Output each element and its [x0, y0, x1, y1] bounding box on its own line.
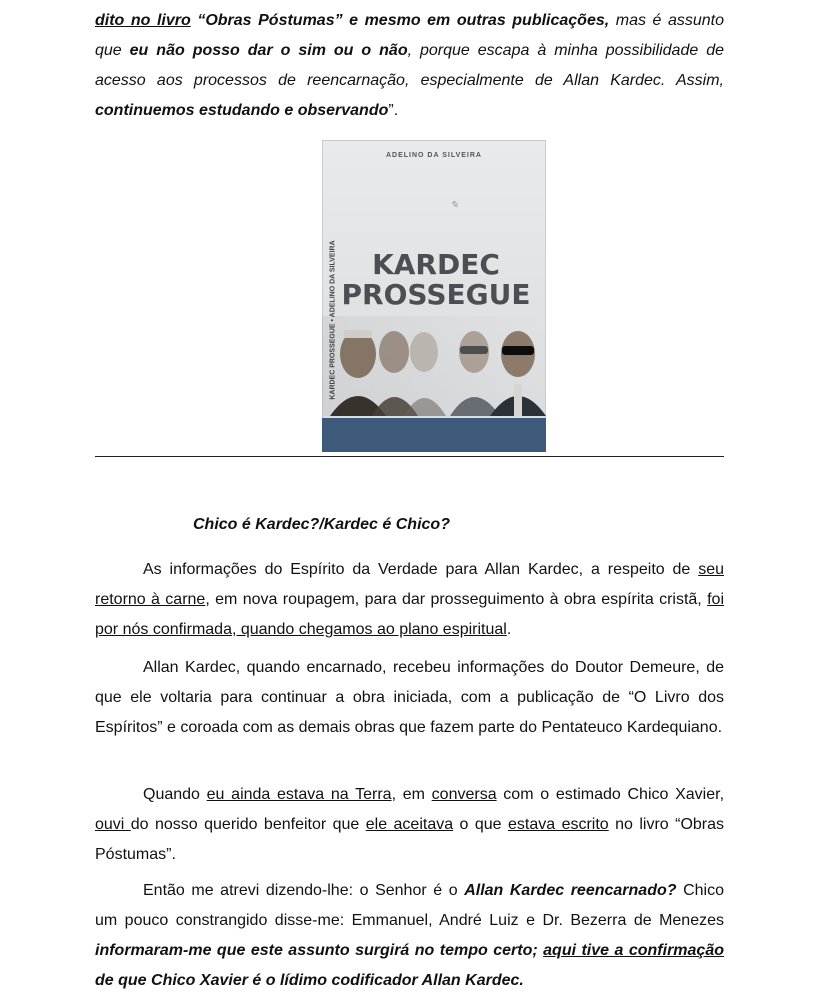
book-cover-image — [322, 140, 546, 452]
paragraph-4 — [95, 876, 724, 996]
book-title-emphasis: “Obras Póstumas” e mesmo em outras publicações, — [197, 12, 610, 29]
paragraph-2: Allan Kardec, quando encarnado, recebeu informações do Doutor Demeure, de que ele voltaria para continuar a obra iniciada, com a publicação de “O Livro dos Espíritos” e coroada com as demais obras que fazem parte do Pentateuco Kardequiano. — [95, 659, 724, 736]
top-paragraph — [95, 6, 724, 126]
section-heading: Chico é Kardec?/Kardec é Chico? — [193, 516, 450, 533]
underlined-text: estava escrito — [508, 816, 609, 833]
paragraph-3 — [95, 780, 724, 870]
emphasis: informaram-me que este assunto surgirá no tempo certo; — [95, 942, 538, 959]
cover-title-line2: PROSSEGUE — [341, 278, 531, 311]
text-span: , em nova roupagem, para dar prosseguimento à obra espírita cristã, — [205, 591, 708, 608]
text-span: ”. — [388, 102, 399, 119]
text-span: . — [506, 621, 512, 638]
text-span: Chico um pouco constrangido disse-me: Emmanuel, André Luiz e Dr. Bezerra de Menezes — [95, 882, 724, 929]
text-span: do nosso querido benfeitor que — [130, 816, 366, 833]
emphasis: continuemos estudando e observando — [95, 102, 389, 119]
underlined-emphasis: aqui tive a confirmação — [543, 942, 724, 959]
underlined-text: seu retorno à carne — [95, 561, 724, 608]
underlined-text: foi por nós confirmada, quando chegamos ao plano espiritual — [95, 591, 725, 638]
emphasis: eu não posso dar o sim ou o não — [129, 42, 408, 59]
text-span: o que — [453, 816, 508, 833]
paragraph-1 — [95, 555, 724, 645]
text-span: Então me atrevi dizendo-lhe: o Senhor é o — [143, 882, 465, 899]
emphasis: Allan Kardec reencarnado? — [464, 882, 677, 899]
underlined-text: ouvi — [95, 816, 131, 833]
book-reference: dito no livro — [95, 12, 191, 29]
emphasis: de que Chico Xavier é o lídimo codificador Allan Kardec. — [95, 972, 524, 989]
cover-title — [336, 250, 536, 310]
text-span: , em — [391, 786, 432, 803]
cover-portraits — [322, 316, 546, 416]
underlined-text: ele aceitava — [365, 816, 454, 833]
text-span: , porque escapa à minha possibilidade de acesso aos processos de reencarnação, especialmente de Allan Kardec. Assim, — [95, 42, 724, 89]
section-divider — [95, 456, 724, 457]
text-span: As informações do Espírito da Verdade para Allan Kardec, a respeito de — [143, 561, 699, 578]
text-span: mas é assunto que — [95, 12, 725, 59]
text-span: com o estimado Chico Xavier, — [496, 786, 725, 803]
cover-title-line1: KARDEC — [372, 248, 500, 281]
cover-signature: ✎ — [450, 200, 459, 211]
underlined-text: conversa — [431, 786, 497, 803]
cover-author: ADELINO DA SILVEIRA — [385, 152, 482, 159]
text-span: Quando — [143, 786, 207, 803]
cover-bottom-band — [322, 418, 546, 452]
underlined-text: eu ainda estava na Terra — [206, 786, 392, 803]
text-span: no livro “Obras Póstumas”. — [95, 816, 725, 863]
